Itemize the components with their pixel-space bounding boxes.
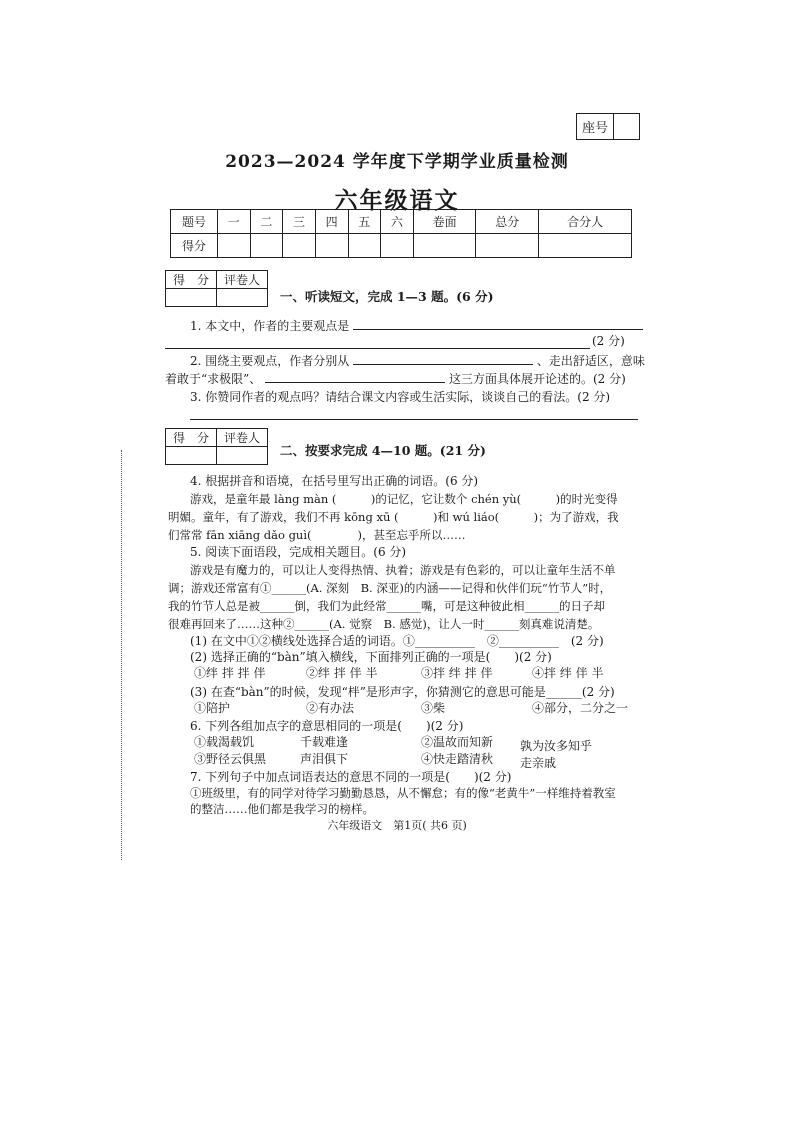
grader-score-label: 得 分: [166, 271, 217, 289]
question-6-option-1-b: 千载难逢: [300, 735, 349, 749]
question-5-passage-line-4: 很难再回来了……这种②______(A. 觉察 B. 感觉)，让人一时______刻真难说清楚。: [168, 617, 600, 631]
score-cell[interactable]: [250, 234, 283, 258]
grader-box-section1: [165, 270, 268, 307]
question-5-sub-2-option-3[interactable]: ③拌 绊 拌 伴: [421, 666, 493, 680]
question-5-sub-1: (1) 在文中①②横线处选择合适的词语。①__________ ②__________ (2 分): [190, 634, 604, 648]
score-row-label: 得分: [171, 234, 218, 258]
question-2-cont: [165, 370, 626, 388]
question-5-sub-3-option-4[interactable]: ④部分，二分之一: [532, 701, 629, 715]
question-5-sub-3: (3) 在查“bàn”的时候，发现“柈”是形声字，你猜测它的意思可能是______(2 分): [190, 685, 615, 699]
question-2-blank-1[interactable]: [353, 364, 533, 365]
question-2-text-b: 、走出舒适区，意味: [536, 354, 645, 368]
exam-subtitle: 六年级语文: [334, 187, 460, 214]
question-7-line-1: ①班级里，有的同学对待学习勤勤恳恳，从不懈怠；有的像“老黄牛”一样维持着教室: [190, 786, 616, 800]
question-5-sub-2-option-4[interactable]: ④拌 绊 伴 半: [532, 666, 604, 680]
grader-score-field[interactable]: [166, 289, 217, 307]
score-header-cell: 题号: [171, 210, 218, 234]
question-6-option-4-b: 走亲戚: [520, 756, 557, 770]
question-1-text: 1. 本文中，作者的主要观点是: [190, 319, 350, 333]
score-cell[interactable]: [476, 234, 539, 258]
score-cell[interactable]: [348, 234, 381, 258]
score-header-cell: 总分: [476, 210, 539, 234]
question-3: 3. 你赞同作者的观点吗？请结合课文内容或生活实际，谈谈自己的看法。(2 分): [190, 390, 611, 404]
question-5-sub-2-option-2[interactable]: ②绊 拌 伴 半: [306, 666, 378, 680]
page-footer: 六年级语文 第1页( 共6 页): [327, 819, 467, 832]
grader-box-section2: [165, 428, 268, 465]
question-2: [190, 352, 645, 370]
question-6-option-4-a[interactable]: ④快走踏清秋: [421, 752, 494, 766]
question-7-line-2: 的整洁……他们都是我学习的榜样。: [190, 802, 374, 816]
binding-line: [121, 450, 122, 860]
question-6-option-3-a[interactable]: ③野径云俱黑: [194, 752, 267, 766]
question-5-passage-line-2: 调；游戏还常富有①______(A. 深刻 B. 深亚)的内涵——记得和伙伴们玩“竹节人”时，: [168, 581, 612, 595]
question-3-answer-line[interactable]: [190, 419, 638, 420]
score-table-header-row: [171, 210, 632, 234]
question-5-sub-3-option-2[interactable]: ②有办法: [306, 701, 355, 715]
question-7: 7. 下列句子中加点词语表达的意思不同的一项是( )(2 分): [190, 770, 512, 784]
question-2-text-c: 着敢于“求极限”、: [165, 372, 262, 386]
question-1: [190, 317, 643, 335]
question-5-passage-line-1: 游戏是有魔力的，可以让人变得热情、执着；游戏是有色彩的，可以让童年生活不单: [190, 563, 616, 577]
score-cell[interactable]: [413, 234, 476, 258]
question-5-passage-line-3: 我的竹节人总是被______倒，我们为此经常______嘴，可是这种彼此相______的日子却: [168, 599, 605, 613]
score-cell[interactable]: [539, 234, 632, 258]
question-2-blank-2[interactable]: [265, 382, 445, 383]
score-header-cell: 四: [315, 210, 348, 234]
seat-number-box: [576, 113, 640, 140]
score-header-cell: 一: [218, 210, 251, 234]
question-5-sub-3-option-3[interactable]: ③柴: [421, 701, 446, 715]
score-header-cell: 五: [348, 210, 381, 234]
question-4-line-2: 明媚。童年，有了游戏，我们不再 kōng xū ( )和 wú liáo( )；为了游戏，我: [168, 510, 619, 524]
question-1-answer-line[interactable]: [353, 329, 643, 330]
score-header-cell: 合分人: [539, 210, 632, 234]
score-table-score-row: [171, 234, 632, 258]
question-5-sub-2-option-1[interactable]: ①绊 拌 拌 伴: [194, 666, 266, 680]
question-4: 4. 根据拼音和语境，在括号里写出正确的词语。(6 分): [190, 474, 479, 488]
question-1-points: (2 分): [592, 334, 625, 348]
question-2-text-d: 这三方面具体展开论述的。(2 分): [448, 372, 626, 386]
score-header-cell: 二: [250, 210, 283, 234]
question-6-option-1-a[interactable]: ①载渴载饥: [194, 735, 255, 749]
question-6-option-2-b: 孰为汝多知乎: [520, 739, 593, 753]
score-cell[interactable]: [315, 234, 348, 258]
grader-name-field[interactable]: [217, 447, 268, 465]
section1-heading: 一、听读短文，完成 1—3 题。(6 分): [280, 289, 494, 304]
score-header-cell: 卷面: [413, 210, 476, 234]
seat-number-field[interactable]: [614, 114, 639, 139]
question-4-line-1: 游戏，是童年最 làng màn ( )的记忆，它让数个 chén yù( )的时光变得: [190, 492, 618, 506]
score-cell[interactable]: [283, 234, 316, 258]
exam-title: 2023—2024 学年度下学期学业质量检测: [225, 152, 569, 172]
grader-score-label: 得 分: [166, 429, 217, 447]
question-5-sub-3-option-1[interactable]: ①陪护: [194, 701, 231, 715]
grader-score-field[interactable]: [166, 447, 217, 465]
score-cell[interactable]: [381, 234, 414, 258]
score-header-cell: 六: [381, 210, 414, 234]
grader-name-field[interactable]: [217, 289, 268, 307]
score-cell[interactable]: [218, 234, 251, 258]
question-6: 6. 下列各组加点字的意思相同的一项是( )(2 分): [190, 719, 464, 733]
section2-heading: 二、按要求完成 4—10 题。(21 分): [280, 443, 486, 458]
question-6-option-2-a[interactable]: ②温故而知新: [421, 735, 494, 749]
question-4-line-3: 们常常 fān xiāng dǎo guì( )，甚至忘乎所以……: [168, 528, 466, 542]
score-table: [170, 209, 632, 258]
question-1-answer-line-2[interactable]: [165, 348, 590, 349]
grader-label: 评卷人: [217, 429, 268, 447]
question-5-sub-2: (2) 选择正确的“bàn”填入横线，下面排列正确的一项是( )(2 分): [190, 650, 552, 664]
seat-number-label: 座号: [577, 114, 614, 139]
score-header-cell: 三: [283, 210, 316, 234]
grader-label: 评卷人: [217, 271, 268, 289]
question-6-option-3-b: 声泪俱下: [300, 752, 349, 766]
question-2-text-a: 2. 围绕主要观点，作者分别从: [190, 354, 350, 368]
question-5: 5. 阅读下面语段，完成相关题目。(6 分): [190, 545, 407, 559]
